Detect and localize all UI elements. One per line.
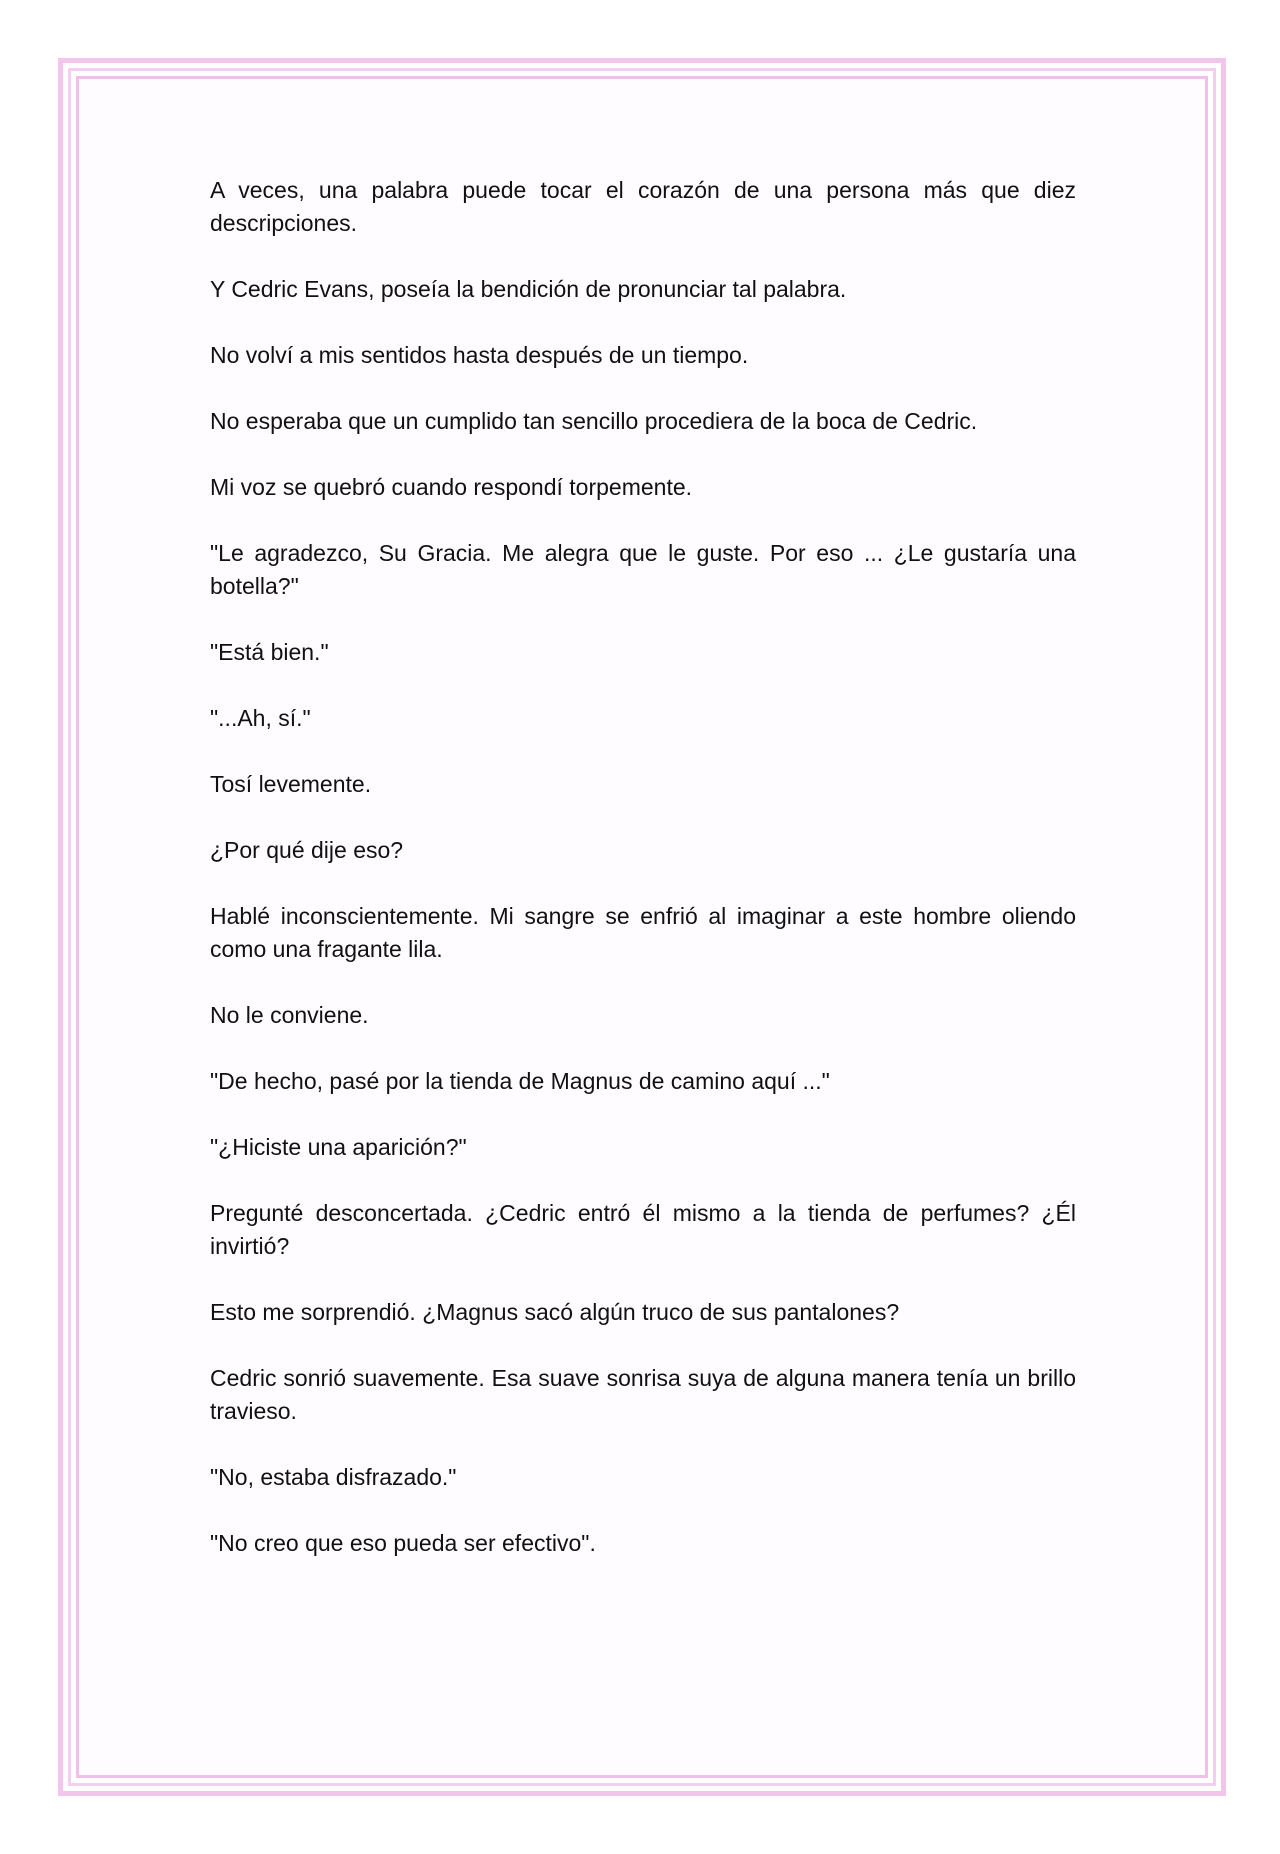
paragraph: No esperaba que un cumplido tan sencillo procediera de la boca de Cedric. [210,408,978,434]
paragraph: "¿Hiciste una aparición?" [210,1134,467,1160]
paragraph: Tosí levemente. [210,771,372,797]
paragraph: "No creo que eso pueda ser efectivo". [210,1530,596,1556]
paragraph: Hablé inconscientemente. Mi sangre se enfrió al imaginar a este hombre oliendo como una fragante lila. [210,903,1076,962]
paragraph: Esto me sorprendió. ¿Magnus sacó algún truco de sus pantalones? [210,1299,900,1325]
paragraph: "Le agradezco, Su Gracia. Me alegra que le guste. Por eso ... ¿Le gustaría una botella?" [210,540,1076,599]
paragraph: "...Ah, sí." [210,705,311,731]
paragraph: No le conviene. [210,1002,369,1028]
paragraph: No volví a mis sentidos hasta después de un tiempo. [210,342,749,368]
paragraph: "Está bien." [210,639,329,665]
document-body [210,174,1076,1593]
paragraph: Y Cedric Evans, poseía la bendición de pronunciar tal palabra. [210,276,847,302]
paragraph: A veces, una palabra puede tocar el corazón de una persona más que diez descripciones. [210,177,1076,236]
paragraph: Cedric sonrió suavemente. Esa suave sonrisa suya de alguna manera tenía un brillo travieso. [210,1365,1076,1424]
paragraph: Mi voz se quebró cuando respondí torpemente. [210,474,693,500]
paragraph: ¿Por qué dije eso? [210,837,404,863]
paragraph: "De hecho, pasé por la tienda de Magnus de camino aquí ..." [210,1068,830,1094]
paragraph: Pregunté desconcertada. ¿Cedric entró él mismo a la tienda de perfumes? ¿Él invirtió? [210,1200,1076,1259]
paragraph: "No, estaba disfrazado." [210,1464,457,1490]
